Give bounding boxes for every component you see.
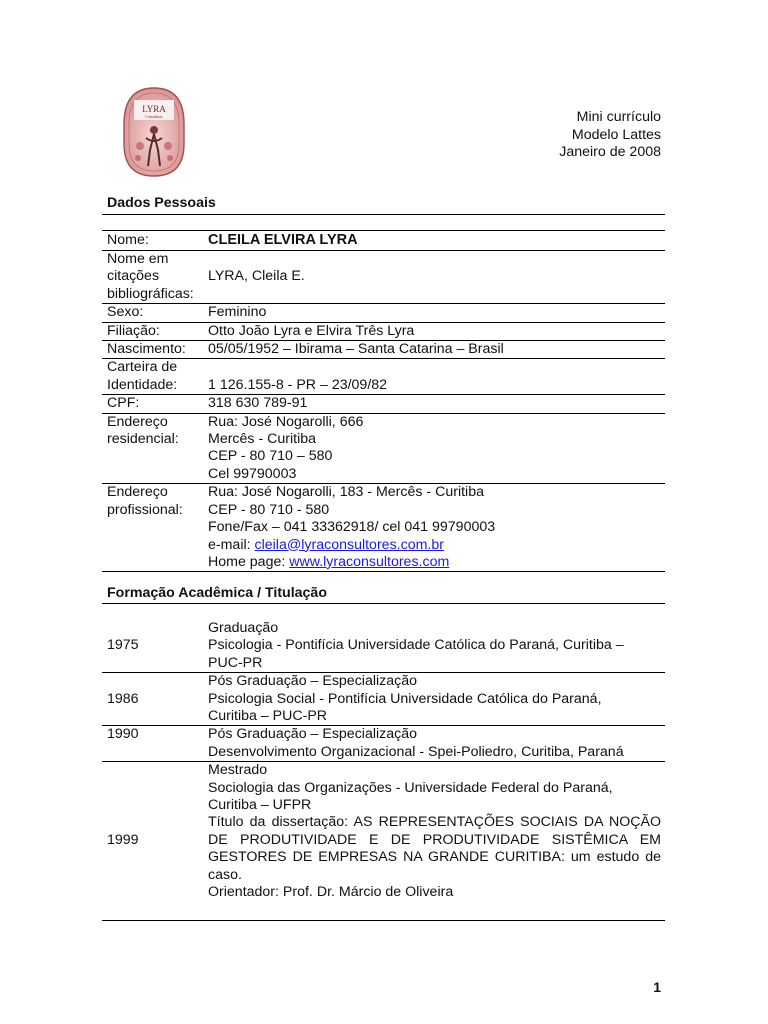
address-line: Mercês - Curitiba <box>208 431 317 448</box>
education-line: Curitiba – UFPR <box>208 797 312 814</box>
document-header <box>559 109 661 162</box>
header-line-1: Mini currículo <box>576 109 661 125</box>
label-line: Nome em <box>107 251 169 267</box>
education-degree: Pós Graduação – Especialização <box>208 726 417 743</box>
label-line: Endereço <box>107 484 168 501</box>
table-row <box>102 484 665 572</box>
dissertation-title: Título da dissertação: AS REPRESENTAÇÕES SOCIAIS DA NOÇÃO DE PRODUTIVIDADE E DE PRODUTIVIDADE SISTÊMICA EM GESTORES DE EMPRESAS NA GRANDE CURITIBA: um estudo de caso. <box>208 814 661 883</box>
header-line-2: Modelo Lattes <box>571 126 661 143</box>
education-details <box>203 620 665 673</box>
field-label <box>102 251 203 304</box>
table-row <box>102 726 665 762</box>
personal-data-table <box>102 230 665 572</box>
label-line: profissional: <box>107 501 183 518</box>
education-degree: Mestrado <box>208 762 268 779</box>
logo-subtext: Consultores <box>145 115 163 119</box>
section-title-formacao: Formação Acadêmica / Titulação <box>107 585 327 601</box>
education-line: Psicologia Social - Pontifícia Universidade Católica do Paraná, <box>208 690 602 707</box>
table-row <box>102 413 665 484</box>
label-line: Carteira de <box>107 359 178 376</box>
education-degree: Graduação <box>208 620 279 636</box>
field-label: Filiação: <box>107 322 160 339</box>
field-label: Sexo: <box>107 304 144 321</box>
field-value: LYRA, Cleila E. <box>208 268 305 285</box>
section-divider <box>102 214 665 215</box>
field-value: 05/05/1952 – Ibirama – Santa Catarina – Brasil <box>208 341 504 358</box>
education-degree: Pós Graduação – Especialização <box>208 673 417 690</box>
address-line: Rua: José Nogarolli, 183 - Mercês - Curitiba <box>208 484 484 501</box>
label-line: bibliográficas: <box>107 285 194 302</box>
field-value: Feminino <box>208 304 267 321</box>
field-label: CPF: <box>107 395 140 412</box>
logo-text: LYRA <box>142 104 166 114</box>
education-line: PUC-PR <box>208 654 263 671</box>
field-label: Nome: <box>107 231 149 248</box>
education-line: Desenvolvimento Organizacional - Spei-Poliedro, Curitiba, Paraná <box>208 743 624 760</box>
address-line: Rua: José Nogarolli, 666 <box>208 413 364 430</box>
table-row <box>102 341 665 359</box>
education-year: 1986 <box>107 690 139 707</box>
label-line: Endereço <box>107 413 168 430</box>
education-details <box>203 673 665 726</box>
email-line <box>208 537 665 554</box>
homepage-prefix: Home page: <box>208 553 290 570</box>
address-line: CEP - 80 710 - 580 <box>208 501 330 518</box>
field-value: 1 126.155-8 - PR – 23/09/82 <box>208 376 388 393</box>
advisor: Orientador: Prof. Dr. Márcio de Oliveira <box>208 884 454 901</box>
field-label: Nascimento: <box>107 341 186 358</box>
homepage-link[interactable]: www.lyraconsultores.com <box>289 553 450 570</box>
field-label <box>102 359 203 395</box>
field-label <box>102 484 203 572</box>
education-year: 1990 <box>107 726 139 743</box>
name-value: CLEILA ELVIRA LYRA <box>208 231 358 248</box>
table-row <box>102 620 665 673</box>
education-details <box>203 762 665 920</box>
label-line: citações <box>107 268 160 285</box>
table-row <box>102 359 665 395</box>
education-line: Curitiba – PUC-PR <box>208 708 328 725</box>
education-table <box>102 620 665 921</box>
lyra-logo <box>120 84 188 180</box>
education-line: Psicologia - Pontifícia Universidade Católica do Paraná, Curitiba – <box>208 637 624 654</box>
email-prefix: e-mail: <box>208 536 255 553</box>
table-row <box>102 322 665 340</box>
table-row <box>102 673 665 726</box>
education-year: 1999 <box>107 832 139 849</box>
table-row <box>102 762 665 920</box>
section-title-dados-pessoais: Dados Pessoais <box>107 195 216 211</box>
residential-address <box>203 413 665 484</box>
section-divider <box>102 603 665 604</box>
field-value: Otto João Lyra e Elvira Três Lyra <box>208 322 415 339</box>
education-line: Sociologia das Organizações - Universidade Federal do Paraná, <box>208 779 613 796</box>
address-line: CEP - 80 710 – 580 <box>208 448 333 465</box>
field-label <box>102 413 203 484</box>
table-row <box>102 395 665 413</box>
table-row <box>102 231 665 251</box>
professional-address <box>203 484 665 572</box>
email-link[interactable]: cleila@lyraconsultores.com.br <box>254 536 444 553</box>
field-value: 318 630 789-91 <box>208 395 308 412</box>
address-line: Cel 99790003 <box>208 465 297 482</box>
label-line: Identidade: <box>107 376 178 393</box>
education-details <box>203 726 665 762</box>
page-number: 1 <box>653 979 661 995</box>
address-line: Fone/Fax – 041 33362918/ cel 041 99790003 <box>208 519 496 536</box>
education-year: 1975 <box>107 637 139 654</box>
table-row <box>102 304 665 322</box>
label-line: residencial: <box>107 431 179 448</box>
table-row <box>102 251 665 304</box>
header-line-3: Janeiro de 2008 <box>559 144 661 161</box>
homepage-line <box>208 554 665 571</box>
